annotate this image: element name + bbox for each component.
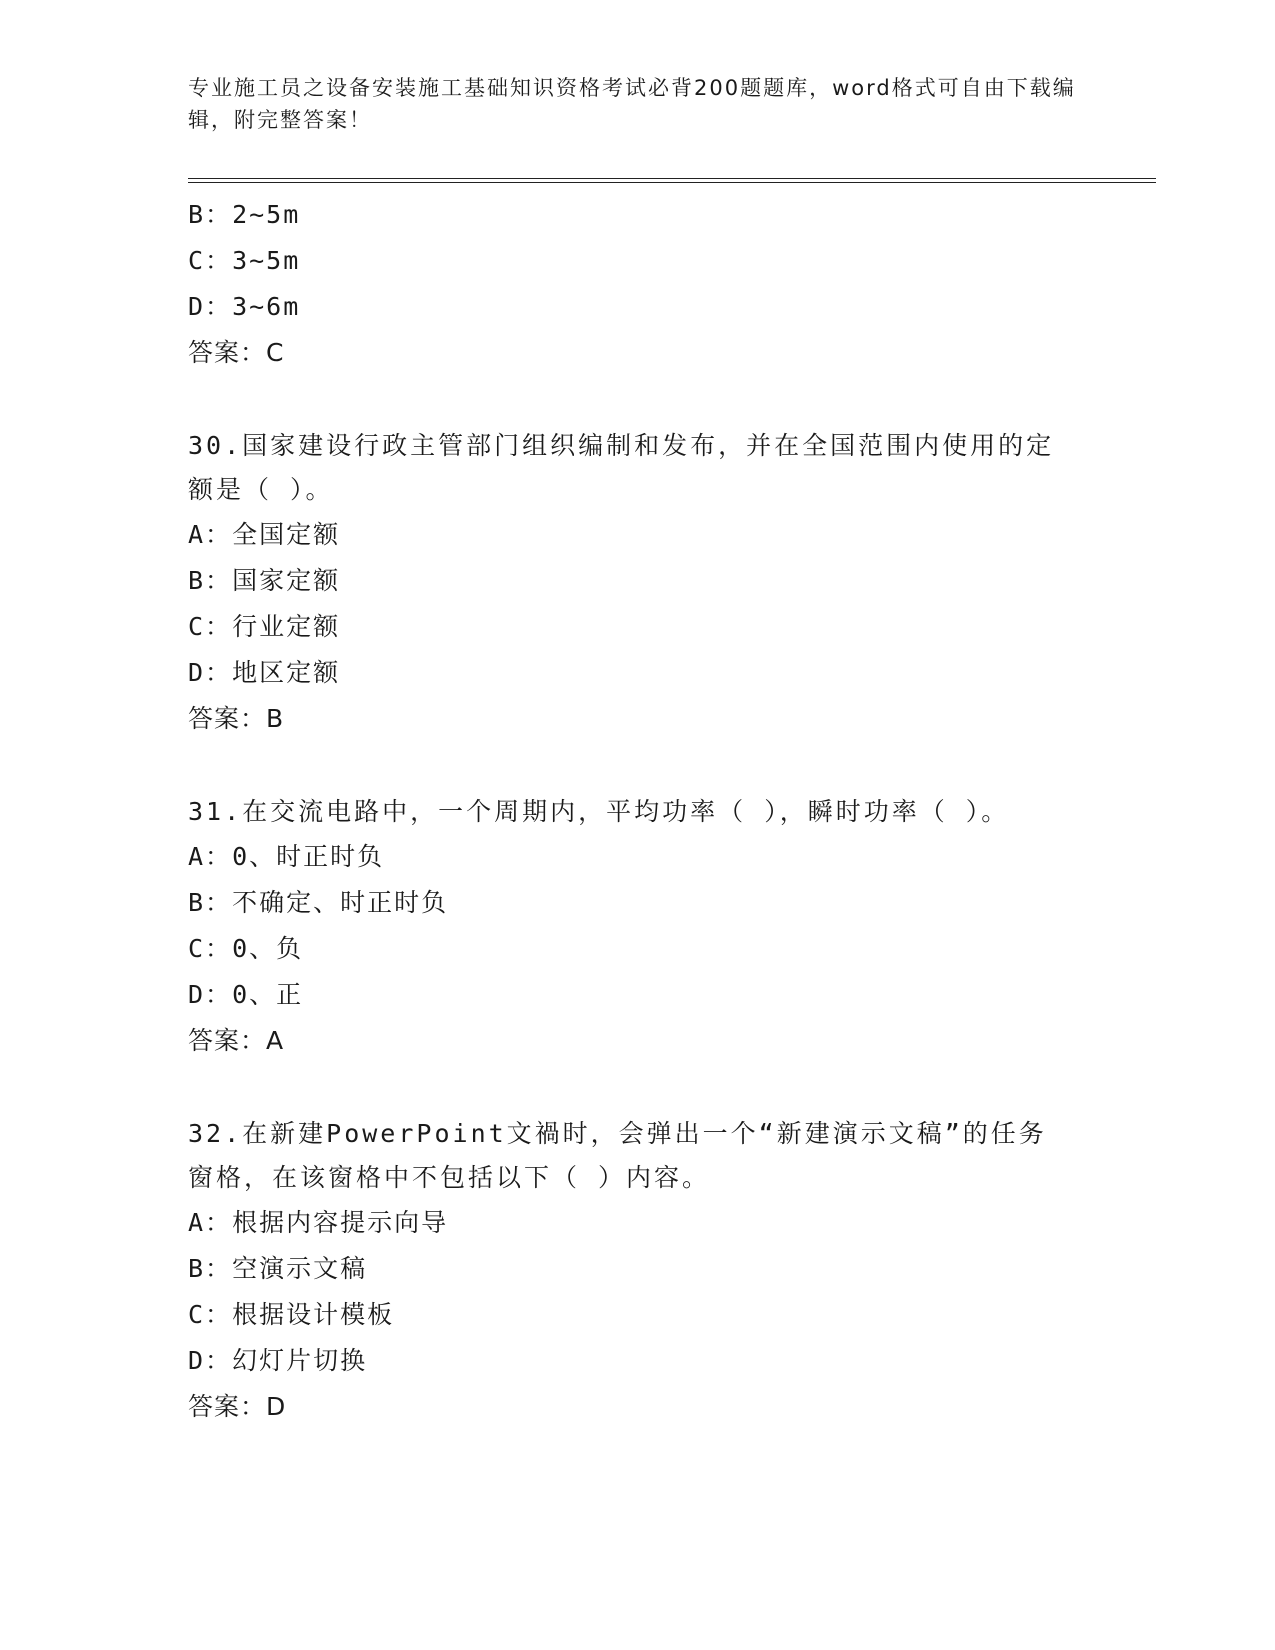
option-a — [188, 512, 1088, 558]
option-text: 全国定额 — [232, 520, 341, 549]
answer-line — [188, 696, 1088, 742]
option-c — [188, 238, 1088, 284]
option-text: 根据设计模板 — [232, 1300, 395, 1329]
option-label: B： — [188, 200, 233, 229]
option-text: 空演示文稿 — [232, 1254, 368, 1283]
option-c — [188, 926, 1088, 972]
option-d — [188, 650, 1088, 696]
question-text: 32.在新建PowerPoint文禍时，会弹出一个“新建演示文稿”的任务窗格，在该窗格中不包括以下（ ）内容。 — [188, 1119, 1047, 1192]
header-divider-top — [188, 178, 1156, 179]
option-text: 2~5m — [232, 200, 301, 229]
option-label: D： — [188, 292, 233, 321]
answer-line — [188, 330, 1088, 376]
option-text: 国家定额 — [232, 566, 341, 595]
option-label: D： — [188, 1346, 233, 1375]
answer-value: C — [266, 338, 285, 367]
option-label: D： — [188, 658, 233, 687]
option-text: 3~5m — [232, 246, 301, 275]
question-text: 30.国家建设行政主管部门组织编制和发布，并在全国范围内使用的定额是（ ）。 — [188, 431, 1055, 504]
option-c — [188, 604, 1088, 650]
option-label: B： — [188, 888, 233, 917]
option-a — [188, 1200, 1088, 1246]
option-label: B： — [188, 1254, 233, 1283]
option-label: C： — [188, 246, 233, 275]
option-label: D： — [188, 980, 233, 1009]
option-text: 地区定额 — [232, 658, 341, 687]
option-b — [188, 558, 1088, 604]
answer-line — [188, 1384, 1088, 1430]
header-divider-bottom — [188, 182, 1156, 183]
option-b — [188, 880, 1088, 926]
option-text: 根据内容提示向导 — [232, 1208, 449, 1237]
question-text: 31.在交流电路中，一个周期内，平均功率（ ），瞬时功率（ ）。 — [188, 797, 1010, 826]
option-b — [188, 192, 1088, 238]
answer-label: 答案： — [188, 704, 267, 733]
option-d — [188, 1338, 1088, 1384]
option-label: A： — [188, 520, 233, 549]
question-32 — [188, 1112, 1088, 1430]
carryover-question — [188, 192, 1088, 376]
option-label: C： — [188, 934, 233, 963]
option-b — [188, 1246, 1088, 1292]
answer-label: 答案： — [188, 1392, 267, 1421]
question-31 — [188, 790, 1088, 1064]
option-label: B： — [188, 566, 233, 595]
option-label: C： — [188, 1300, 233, 1329]
option-label: A： — [188, 842, 233, 871]
option-text: 行业定额 — [232, 612, 341, 641]
answer-value: B — [266, 704, 285, 733]
option-text: 不确定、时正时负 — [232, 888, 449, 917]
question-30 — [188, 424, 1088, 742]
option-label: A： — [188, 1208, 233, 1237]
option-text: 0、正 — [232, 980, 304, 1009]
document-header — [188, 72, 1088, 136]
option-d — [188, 284, 1088, 330]
option-text: 0、负 — [232, 934, 304, 963]
option-text: 0、时正时负 — [232, 842, 385, 871]
option-c — [188, 1292, 1088, 1338]
header-title: 专业施工员之设备安装施工基础知识资格考试必背200题题库，word格式可自由下载编辑，附完整答案！ — [188, 76, 1076, 132]
option-label: C： — [188, 612, 233, 641]
answer-label: 答案： — [188, 1026, 267, 1055]
answer-label: 答案： — [188, 338, 267, 367]
answer-value: A — [266, 1026, 285, 1055]
option-text: 幻灯片切换 — [232, 1346, 368, 1375]
question-content — [188, 192, 1088, 1430]
option-d — [188, 972, 1088, 1018]
answer-value: D — [266, 1392, 287, 1421]
option-a — [188, 834, 1088, 880]
answer-line — [188, 1018, 1088, 1064]
option-text: 3~6m — [232, 292, 301, 321]
